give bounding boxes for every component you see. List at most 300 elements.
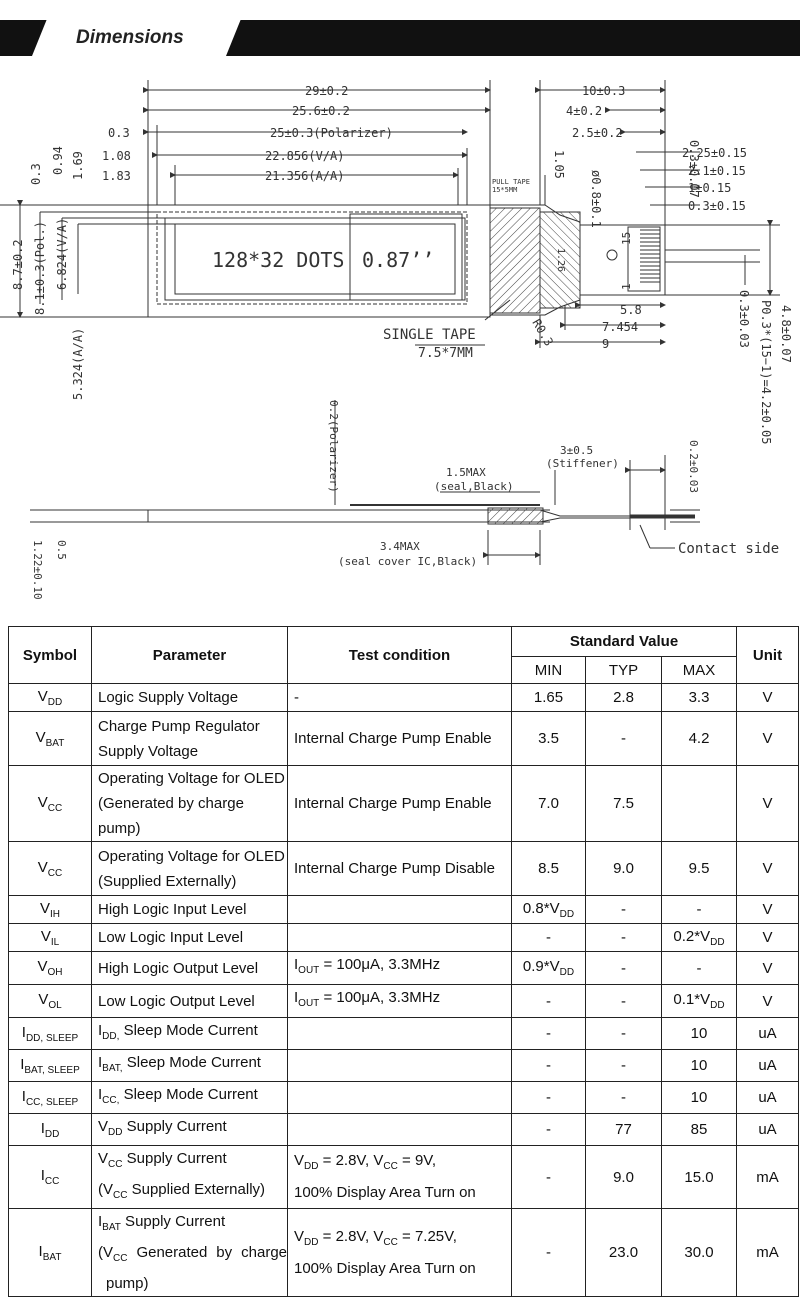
cell-unit	[737, 684, 799, 712]
parameter-subscript-2: CC	[113, 1253, 128, 1264]
cell-unit	[737, 985, 799, 1018]
max-value: 15.0	[684, 1168, 714, 1186]
unit-value: V	[762, 730, 773, 747]
condition-line	[294, 1224, 511, 1256]
min-subscript: DD	[559, 908, 575, 920]
cell-typ	[586, 1146, 662, 1209]
cell-max	[662, 1018, 737, 1050]
dim-10: 10±0.3	[582, 84, 626, 98]
min-value: 8.5	[538, 860, 559, 877]
condition-line	[294, 685, 511, 711]
condition-subscript-2: CC	[383, 1161, 398, 1172]
unit-value: V	[762, 901, 773, 918]
typ-value: -	[621, 959, 626, 977]
side-cover-label: (seal cover IC,Black)	[338, 555, 478, 568]
side-seal-label: (seal,Black)	[434, 480, 514, 493]
condition-text: V	[294, 1152, 305, 1169]
cell-min	[512, 896, 586, 924]
parameter-text: V	[98, 1150, 109, 1167]
table-row	[9, 842, 799, 896]
min-subscript: DD	[559, 967, 575, 978]
cell-test-condition	[288, 1082, 512, 1114]
typ-value: -	[621, 730, 626, 747]
condition-text: V	[294, 1227, 305, 1245]
condition-text: -	[294, 688, 299, 706]
typ-value: -	[621, 901, 626, 918]
parameter-line	[98, 1146, 287, 1177]
parameter-line	[98, 897, 287, 922]
cell-symbol	[9, 952, 92, 985]
parameter-line	[98, 1050, 287, 1081]
condition-subscript: OUT	[298, 965, 320, 976]
symbol-text: I	[21, 1023, 26, 1041]
parameter-text: I	[98, 1086, 103, 1103]
condition-rest-2: = 7.25V,	[397, 1227, 457, 1245]
max-value: 10	[690, 1057, 708, 1074]
parameter-line	[98, 956, 287, 981]
symbol-text: I	[21, 1087, 26, 1105]
symbol-text: V	[38, 991, 49, 1008]
dim-21-356: 21.356(A/A)	[265, 169, 345, 183]
condition-text: Internal Charge Pump Enable	[294, 794, 492, 812]
cell-min	[512, 1146, 586, 1209]
unit-value: V	[762, 795, 773, 812]
cell-test-condition	[288, 896, 512, 924]
table-row	[9, 924, 799, 952]
max-value: -	[696, 901, 702, 918]
mdim-1-26: 1.26	[555, 248, 566, 273]
display-size: 0.87’’	[362, 248, 435, 272]
cell-max	[662, 924, 737, 952]
cell-max	[662, 1082, 737, 1114]
rdim-2-1: 2.1±0.15	[688, 164, 746, 178]
min-value: 0.8*V	[522, 899, 560, 917]
cell-unit	[737, 896, 799, 924]
symbol-subscript: DD, SLEEP	[25, 1032, 79, 1044]
symbol-subscript: DD	[47, 696, 63, 708]
cell-symbol	[9, 712, 92, 766]
cell-min	[512, 1209, 586, 1297]
typ-value: -	[621, 1089, 626, 1106]
condition-line	[294, 856, 511, 882]
max-value: 4.2	[688, 730, 710, 747]
max-value: 9.5	[688, 860, 710, 877]
header-test-condition: Test condition	[288, 627, 512, 684]
parameter-line	[98, 989, 287, 1014]
condition-rest-2: = 9V,	[397, 1152, 437, 1169]
symbol-subscript: CC, SLEEP	[25, 1096, 79, 1108]
symbol-subscript: CC	[47, 867, 63, 879]
side-contact: Contact side	[678, 541, 780, 557]
max-subscript: DD	[710, 936, 725, 948]
symbol-subscript: BAT	[45, 737, 65, 749]
cell-max	[662, 896, 737, 924]
table-row	[9, 896, 799, 924]
min-value: -	[546, 1025, 551, 1042]
condition-line	[294, 726, 511, 752]
cell-max	[662, 684, 737, 712]
min-value: -	[546, 992, 551, 1010]
cell-parameter	[92, 712, 288, 766]
dim-4: 4±0.2	[566, 104, 603, 118]
parameter-line	[98, 685, 287, 710]
cell-unit	[737, 1209, 799, 1297]
dim-off-0-3: 0.3	[108, 126, 130, 140]
header-min: MIN	[512, 657, 586, 684]
max-value: 0.1*V	[673, 991, 711, 1008]
parameter-line-2: (Generated by charge pump)	[98, 795, 244, 837]
typ-value: 7.5	[613, 795, 634, 812]
cell-symbol	[9, 1209, 92, 1297]
dim-2-5: 2.5±0.2	[572, 126, 623, 140]
cell-parameter	[92, 684, 288, 712]
cell-test-condition	[288, 1050, 512, 1082]
condition-rest: = 100μA, 3.3MHz	[319, 989, 441, 1006]
cell-parameter	[92, 1146, 288, 1209]
cell-unit	[737, 1082, 799, 1114]
parameter-rest: Supply Current	[122, 1118, 227, 1135]
parameter-line	[98, 844, 287, 869]
condition-text: Internal Charge Pump Disable	[294, 859, 495, 877]
symbol-subscript: OL	[48, 1000, 62, 1011]
cell-parameter	[92, 896, 288, 924]
typ-value: 9.0	[613, 1168, 634, 1186]
symbol-subscript: IH	[50, 908, 60, 920]
cell-test-condition	[288, 684, 512, 712]
unit-value: V	[762, 929, 773, 946]
parameter-line-3: pump)	[106, 1275, 149, 1292]
unit-value: mA	[756, 1168, 779, 1186]
side-seal-max: 1.5MAX	[446, 466, 486, 479]
max-value: 85	[690, 1121, 708, 1138]
cell-max	[662, 842, 737, 896]
pin-one: 1	[620, 283, 633, 290]
vdim-5-324: 5.324(A/A)	[71, 327, 85, 400]
parameter-rest: Sleep Mode Current	[122, 1054, 261, 1071]
cell-max	[662, 1209, 737, 1297]
symbol-subscript: DD	[44, 1128, 60, 1140]
typ-value: 77	[615, 1121, 632, 1138]
max-value: 10	[690, 1025, 708, 1042]
max-value: -	[696, 959, 702, 977]
cell-parameter	[92, 1209, 288, 1297]
cell-max	[662, 712, 737, 766]
cell-test-condition	[288, 952, 512, 985]
rdim-0-3-03: 0.3±0.03	[737, 290, 751, 348]
side-polarizer: 0.2(Polarizer)	[327, 400, 340, 493]
cell-min	[512, 1082, 586, 1114]
cell-parameter	[92, 842, 288, 896]
parameter-subscript: CC	[108, 1159, 123, 1170]
symbol-text: V	[40, 927, 51, 945]
max-value: 3.3	[688, 689, 710, 706]
min-value: 3.5	[538, 730, 559, 747]
typ-value: 23.0	[608, 1244, 639, 1261]
unit-value: uA	[758, 1057, 777, 1074]
table-row	[9, 952, 799, 985]
table-row	[9, 1018, 799, 1050]
cell-typ	[586, 1018, 662, 1050]
max-value: 0.2*V	[673, 927, 711, 945]
symbol-subscript: BAT, SLEEP	[24, 1064, 80, 1076]
typ-value: 2.8	[613, 689, 634, 706]
typ-value: -	[621, 1025, 626, 1042]
parameter-rest-2: Supplied Externally)	[127, 1181, 266, 1198]
parameter-text-2: (V	[98, 1181, 113, 1198]
cell-test-condition	[288, 1146, 512, 1209]
symbol-subscript: OH	[47, 967, 63, 978]
parameter-line	[98, 925, 287, 950]
parameter-rest: Supply Current	[120, 1213, 226, 1230]
parameter-line-2	[98, 1240, 287, 1271]
min-value: 0.9*V	[522, 958, 560, 975]
spec-table	[8, 626, 799, 1297]
unit-value: V	[762, 992, 773, 1010]
dim-25-pol: 25±0.3(Polarizer)	[270, 126, 393, 140]
cell-test-condition	[288, 924, 512, 952]
condition-line	[294, 791, 511, 817]
header-symbol: Symbol	[9, 627, 92, 684]
unit-value: uA	[758, 1089, 777, 1106]
mdim-r0-3: R0.3	[529, 316, 556, 349]
parameter-line-2: Supply Voltage	[98, 742, 199, 760]
cell-parameter	[92, 766, 288, 842]
cell-symbol	[9, 1114, 92, 1146]
table-row	[9, 1082, 799, 1114]
condition-rest: = 100μA, 3.3MHz	[319, 956, 441, 973]
cell-unit	[737, 842, 799, 896]
page-title: Dimensions	[76, 27, 184, 48]
parameter-line	[98, 1082, 287, 1113]
parameter-text: High Logic Input Level	[98, 901, 247, 918]
symbol-text: V	[39, 899, 50, 917]
max-subscript: DD	[710, 1000, 725, 1011]
parameter-text: V	[98, 1118, 109, 1135]
parameter-text: High Logic Output Level	[98, 959, 259, 977]
display-text: 128*32 DOTS	[212, 248, 345, 272]
rdim-0-3-07: 0.3±0.07	[687, 140, 701, 198]
condition-rest: = 2.8V, V	[318, 1152, 384, 1169]
unit-value: V	[762, 959, 773, 977]
cell-symbol	[9, 1146, 92, 1209]
cell-symbol	[9, 1018, 92, 1050]
cell-symbol	[9, 924, 92, 952]
rdim-2-25: 2.25±0.15	[682, 146, 748, 160]
cell-typ	[586, 952, 662, 985]
side-thickness-small: 0.5	[55, 540, 68, 560]
parameter-text: Logic Supply Voltage	[98, 689, 239, 706]
cell-min	[512, 1018, 586, 1050]
condition-text: I	[294, 989, 299, 1006]
side-cover-max: 3.4MAX	[380, 540, 420, 553]
header-unit: Unit	[737, 627, 799, 684]
dim-off-1-83: 1.83	[102, 169, 131, 183]
symbol-text: I	[20, 1055, 25, 1073]
side-thickness-left: 1.22±0.10	[31, 540, 44, 600]
min-value: 1.65	[533, 689, 564, 706]
cell-max	[662, 952, 737, 985]
cell-test-condition	[288, 985, 512, 1018]
cell-unit	[737, 1050, 799, 1082]
cell-max	[662, 985, 737, 1018]
parameter-text: Operating Voltage for OLED	[98, 770, 285, 787]
cell-unit	[737, 1018, 799, 1050]
cell-test-condition	[288, 1114, 512, 1146]
unit-value: V	[762, 689, 773, 706]
condition-rest: = 2.8V, V	[318, 1227, 384, 1245]
cell-typ	[586, 712, 662, 766]
condition-text: Internal Charge Pump Enable	[294, 729, 492, 747]
cell-min	[512, 766, 586, 842]
symbol-text: V	[37, 687, 48, 705]
parameter-rest: Sleep Mode Current	[119, 1022, 258, 1039]
cell-typ	[586, 842, 662, 896]
parameter-rest: Supply Current	[122, 1150, 227, 1167]
cell-parameter	[92, 1018, 288, 1050]
max-value: 10	[690, 1089, 708, 1106]
vdim-8-7: 8.7±0.2	[11, 239, 25, 290]
parameter-line	[98, 1114, 287, 1145]
cell-typ	[586, 1050, 662, 1082]
symbol-text: V	[37, 858, 48, 876]
cell-min	[512, 952, 586, 985]
typ-value: 9.0	[613, 860, 634, 877]
dim-off-1-08: 1.08	[102, 149, 131, 163]
cell-min	[512, 712, 586, 766]
mdim-1-05: 1.05	[552, 150, 566, 179]
mdim-hole: ø0.8±0.1	[589, 170, 603, 228]
vdim-0-94: 0.94	[51, 146, 65, 175]
cell-parameter	[92, 985, 288, 1018]
cell-typ	[586, 924, 662, 952]
cell-symbol	[9, 766, 92, 842]
parameter-line-2	[98, 1177, 287, 1208]
min-value: -	[546, 1168, 551, 1186]
pin-number: 15	[620, 231, 633, 245]
cell-typ	[586, 684, 662, 712]
condition-line	[294, 1148, 511, 1180]
symbol-subscript: CC	[47, 802, 63, 814]
cell-test-condition	[288, 842, 512, 896]
side-stiffener-label: (Stiffener)	[546, 457, 619, 470]
cell-parameter	[92, 924, 288, 952]
table-row	[9, 766, 799, 842]
symbol-subscript: BAT	[42, 1251, 62, 1263]
parameter-text: I	[98, 1213, 103, 1230]
cell-parameter	[92, 952, 288, 985]
cell-max	[662, 766, 737, 842]
cell-typ	[586, 1114, 662, 1146]
vdim-8-1: 8.1±0.3(Pol.)	[33, 221, 47, 315]
min-value: -	[546, 1244, 551, 1261]
cell-unit	[737, 766, 799, 842]
parameter-text: Operating Voltage for OLED	[98, 847, 285, 865]
symbol-subscript: IL	[50, 936, 60, 948]
table-row	[9, 1050, 799, 1082]
symbol-text: I	[40, 1167, 45, 1184]
table-row	[9, 985, 799, 1018]
condition-line	[294, 952, 511, 984]
cell-symbol	[9, 1050, 92, 1082]
cell-max	[662, 1114, 737, 1146]
cell-parameter	[92, 1082, 288, 1114]
cell-typ	[586, 985, 662, 1018]
dimension-drawing	[0, 60, 800, 620]
condition-subscript: DD	[304, 1236, 319, 1248]
cell-typ	[586, 896, 662, 924]
cell-test-condition	[288, 1018, 512, 1050]
condition-line	[294, 985, 511, 1017]
parameter-line	[98, 1018, 287, 1049]
symbol-text: V	[37, 958, 48, 975]
unit-value: uA	[758, 1121, 777, 1138]
typ-value: -	[621, 929, 626, 946]
cell-typ	[586, 1082, 662, 1114]
cell-symbol	[9, 985, 92, 1018]
cell-max	[662, 1146, 737, 1209]
rdim-1: 1±0.15	[688, 181, 732, 195]
cell-unit	[737, 1146, 799, 1209]
cell-min	[512, 985, 586, 1018]
vdim-1-69: 1.69	[71, 151, 85, 180]
cell-min	[512, 1050, 586, 1082]
cell-parameter	[92, 1050, 288, 1082]
cell-symbol	[9, 1082, 92, 1114]
parameter-rest-2: Generated by charge	[127, 1244, 287, 1261]
max-value: 30.0	[684, 1244, 714, 1261]
header-typ: TYP	[586, 657, 662, 684]
parameter-line	[98, 714, 287, 739]
table-row	[9, 1114, 799, 1146]
cell-symbol	[9, 842, 92, 896]
parameter-line	[98, 766, 287, 791]
table-row	[9, 684, 799, 712]
cell-typ	[586, 1209, 662, 1297]
vdim-6-824: 6.824(V/A)	[55, 217, 69, 290]
header-standard-value: Standard Value	[512, 627, 737, 657]
symbol-subscript: CC	[44, 1176, 60, 1187]
cell-unit	[737, 1114, 799, 1146]
table-body	[9, 684, 799, 1297]
cell-min	[512, 1114, 586, 1146]
condition-text: I	[294, 956, 299, 973]
parameter-line-2: (Supplied Externally)	[98, 872, 237, 890]
table-row	[9, 1209, 799, 1297]
side-stiffener: 3±0.5	[560, 444, 594, 457]
header-max: MAX	[662, 657, 737, 684]
min-value: 7.0	[538, 795, 559, 812]
parameter-text: Low Logic Output Level	[98, 992, 255, 1010]
table-row	[9, 1146, 799, 1209]
min-value: -	[546, 1121, 551, 1138]
symbol-text: V	[37, 793, 48, 811]
mdim-5-8: 5.8	[620, 303, 642, 317]
mdim-9: 9	[602, 337, 610, 351]
parameter-text: Low Logic Input Level	[98, 929, 244, 946]
parameter-text: I	[98, 1022, 103, 1039]
cell-min	[512, 924, 586, 952]
cell-min	[512, 684, 586, 712]
parameter-subscript: CC,	[102, 1095, 120, 1106]
dim-29: 29±0.2	[305, 84, 349, 98]
dim-22-856: 22.856(V/A)	[265, 149, 345, 163]
cell-unit	[737, 712, 799, 766]
mdim-pull-tape: PULL TAPE	[492, 178, 530, 186]
condition-subscript: DD	[304, 1161, 319, 1172]
symbol-text: V	[35, 728, 46, 746]
table-row	[9, 712, 799, 766]
rdim-0-3: 0.3±0.15	[688, 199, 746, 213]
